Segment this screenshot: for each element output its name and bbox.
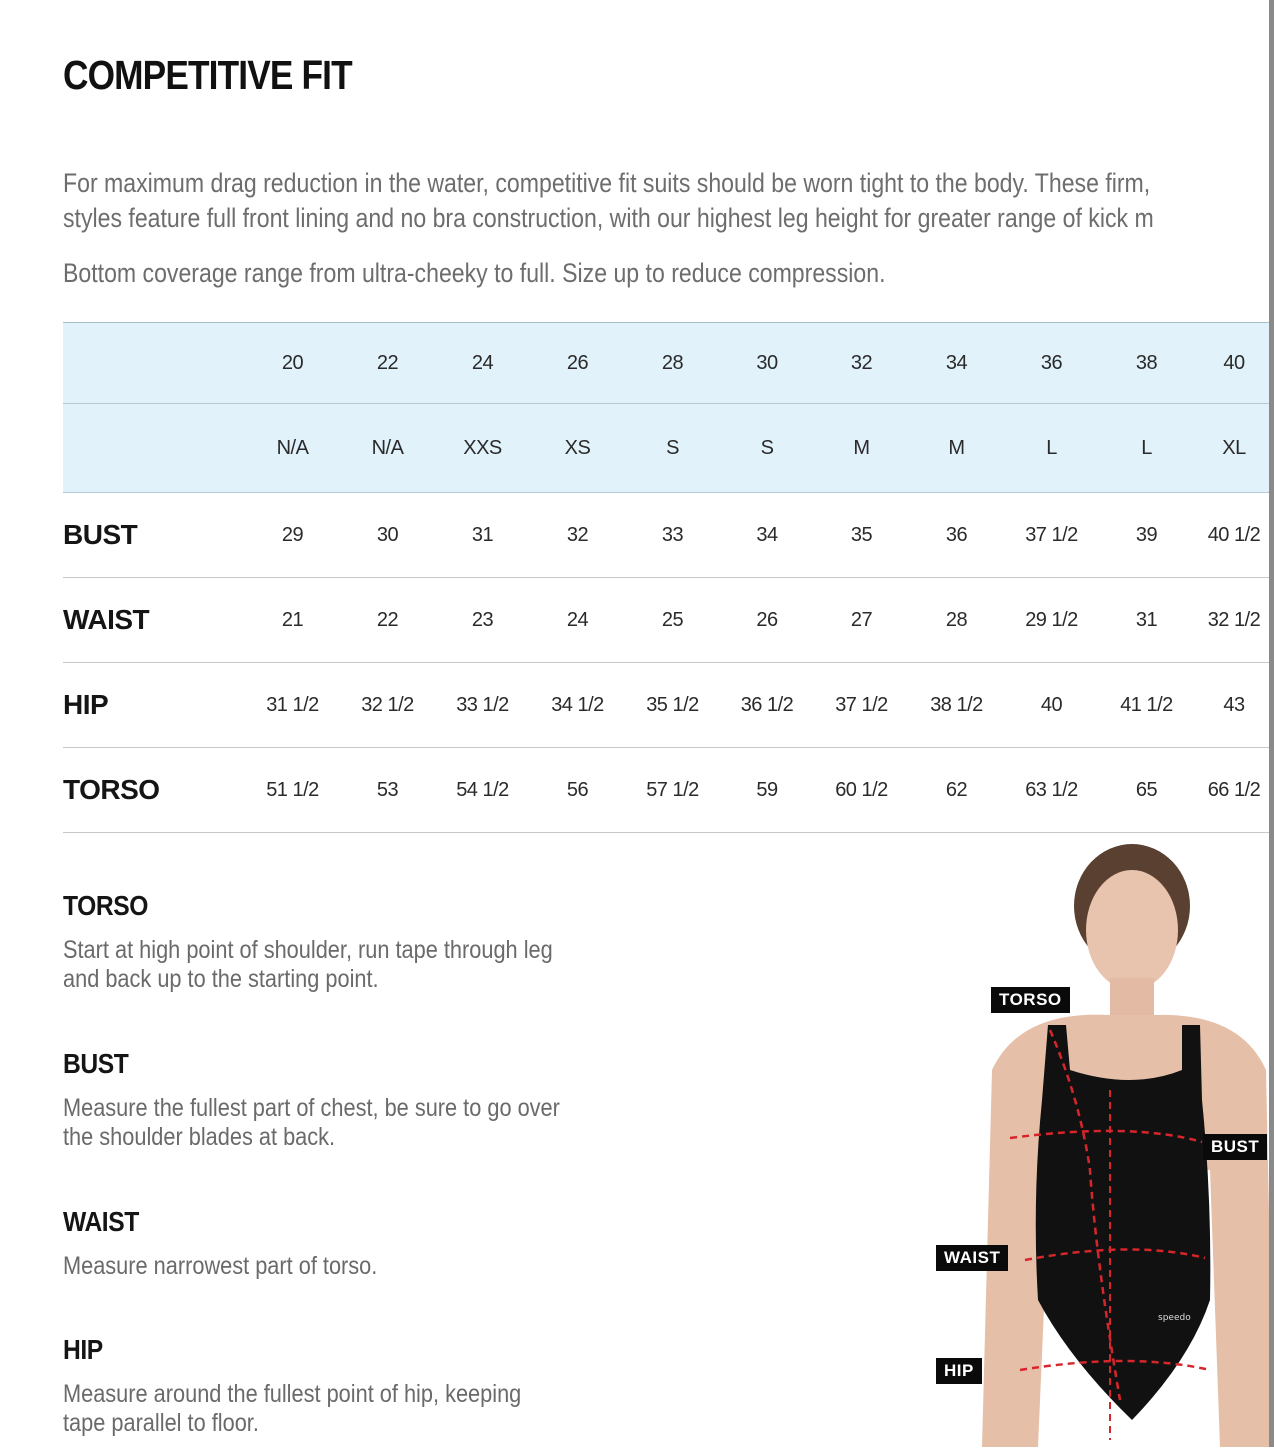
row-label: WAIST (63, 578, 245, 663)
measurement-cell: 51 1/2 (245, 748, 340, 833)
intro-line-2: styles feature full front lining and no bra construction, with our highest leg height for greater range of kick m (63, 203, 1154, 233)
letter-size-cell: S (625, 404, 720, 493)
vertical-scrollbar[interactable] (1269, 0, 1274, 1447)
letter-size-cell: M (814, 404, 909, 493)
numeric-size-cell: 32 (814, 323, 909, 404)
measurement-cell: 62 (909, 748, 1004, 833)
measurement-cell: 28 (909, 578, 1004, 663)
measurement-cell: 21 (245, 578, 340, 663)
measurement-cell: 31 1/2 (245, 663, 340, 748)
measurement-cell: 36 1/2 (720, 663, 814, 748)
instruction-text: Measure the fullest part of chest, be sure to go over the shoulder blades at back. (63, 1094, 560, 1151)
letter-size-cell: N/A (245, 404, 340, 493)
numeric-size-cell: 28 (625, 323, 720, 404)
letter-size-cell: L (1004, 404, 1099, 493)
measurement-cell: 34 1/2 (530, 663, 625, 748)
intro-line-1: For maximum drag reduction in the water, competitive fit suits should be worn tight to the body. These firm, (63, 168, 1151, 198)
measurement-row-waist (63, 578, 1274, 663)
measurement-cell: 43 (1194, 663, 1274, 748)
suit-logo-mark: speedo (1158, 1313, 1191, 1323)
measurement-cell: 35 1/2 (625, 663, 720, 748)
measurement-cell: 41 1/2 (1099, 663, 1194, 748)
instruction-waist (63, 1206, 643, 1281)
size-chart-table (63, 322, 1274, 833)
instruction-text: Start at high point of shoulder, run tape through leg and back up to the starting point. (63, 936, 553, 993)
numeric-size-cell: 36 (1004, 323, 1099, 404)
coverage-text: Bottom coverage range from ultra-cheeky to full. Size up to reduce compression. (63, 258, 886, 288)
measurement-row-torso (63, 748, 1274, 833)
measurement-cell: 26 (720, 578, 814, 663)
numeric-size-cell: 26 (530, 323, 625, 404)
measurement-cell: 29 1/2 (1004, 578, 1099, 663)
measurement-cell: 34 (720, 493, 814, 578)
measurement-cell: 24 (530, 578, 625, 663)
page-title: COMPETITIVE FIT (63, 52, 352, 98)
header-empty-cell (63, 404, 245, 493)
measurement-cell: 39 (1099, 493, 1194, 578)
row-label: TORSO (63, 748, 245, 833)
measurement-cell: 57 1/2 (625, 748, 720, 833)
hip-label: HIP (936, 1358, 982, 1384)
numeric-size-cell: 22 (340, 323, 435, 404)
measurement-row-bust (63, 493, 1274, 578)
letter-size-cell: S (720, 404, 814, 493)
letter-size-cell: XS (530, 404, 625, 493)
letter-size-cell: N/A (340, 404, 435, 493)
face-shape (1086, 870, 1178, 990)
instruction-heading: BUST (63, 1048, 129, 1079)
instruction-bust (63, 1048, 643, 1152)
header-empty-cell (63, 323, 245, 404)
size-chart-body (63, 323, 1274, 833)
torso-label: TORSO (991, 987, 1070, 1013)
instruction-text: Measure narrowest part of torso. (63, 1252, 378, 1280)
bust-label: BUST (1203, 1134, 1267, 1160)
measurement-cell: 40 (1004, 663, 1099, 748)
measurement-cell: 59 (720, 748, 814, 833)
measurement-cell: 63 1/2 (1004, 748, 1099, 833)
letter-size-cell: M (909, 404, 1004, 493)
numeric-size-cell: 24 (435, 323, 530, 404)
numeric-size-row (63, 323, 1274, 404)
waist-label: WAIST (936, 1245, 1008, 1271)
instruction-torso (63, 890, 643, 994)
measurement-cell: 65 (1099, 748, 1194, 833)
measurement-cell: 66 1/2 (1194, 748, 1274, 833)
measurement-row-hip (63, 663, 1274, 748)
measurement-cell: 32 1/2 (340, 663, 435, 748)
instruction-hip (63, 1334, 643, 1438)
measurement-cell: 33 (625, 493, 720, 578)
measurement-cell: 23 (435, 578, 530, 663)
instruction-heading: WAIST (63, 1206, 139, 1237)
measurement-cell: 37 1/2 (1004, 493, 1099, 578)
measurement-cell: 53 (340, 748, 435, 833)
letter-size-cell: XL (1194, 404, 1274, 493)
measurement-cell: 32 1/2 (1194, 578, 1274, 663)
measurement-cell: 31 (435, 493, 530, 578)
letter-size-row (63, 404, 1274, 493)
measurement-cell: 30 (340, 493, 435, 578)
letter-size-cell: L (1099, 404, 1194, 493)
measurement-cell: 37 1/2 (814, 663, 909, 748)
instruction-heading: TORSO (63, 890, 148, 921)
measurement-cell: 25 (625, 578, 720, 663)
instruction-heading: HIP (63, 1334, 103, 1365)
measurement-cell: 33 1/2 (435, 663, 530, 748)
numeric-size-cell: 38 (1099, 323, 1194, 404)
measurement-cell: 22 (340, 578, 435, 663)
row-label: HIP (63, 663, 245, 748)
intro-text (63, 166, 1154, 236)
row-label: BUST (63, 493, 245, 578)
letter-size-cell: XXS (435, 404, 530, 493)
measurement-cell: 31 (1099, 578, 1194, 663)
numeric-size-cell: 40 (1194, 323, 1274, 404)
measurement-cell: 35 (814, 493, 909, 578)
measurement-cell: 27 (814, 578, 909, 663)
numeric-size-cell: 20 (245, 323, 340, 404)
measurement-cell: 60 1/2 (814, 748, 909, 833)
measurement-cell: 29 (245, 493, 340, 578)
numeric-size-cell: 30 (720, 323, 814, 404)
measurement-cell: 54 1/2 (435, 748, 530, 833)
numeric-size-cell: 34 (909, 323, 1004, 404)
measurement-cell: 56 (530, 748, 625, 833)
swimsuit-shape (1036, 1025, 1211, 1420)
model-measurement-figure (920, 840, 1274, 1447)
measurement-cell: 38 1/2 (909, 663, 1004, 748)
measurement-cell: 32 (530, 493, 625, 578)
measurement-cell: 36 (909, 493, 1004, 578)
instruction-text: Measure around the fullest point of hip, keeping tape parallel to floor. (63, 1380, 522, 1437)
measurement-cell: 40 1/2 (1194, 493, 1274, 578)
